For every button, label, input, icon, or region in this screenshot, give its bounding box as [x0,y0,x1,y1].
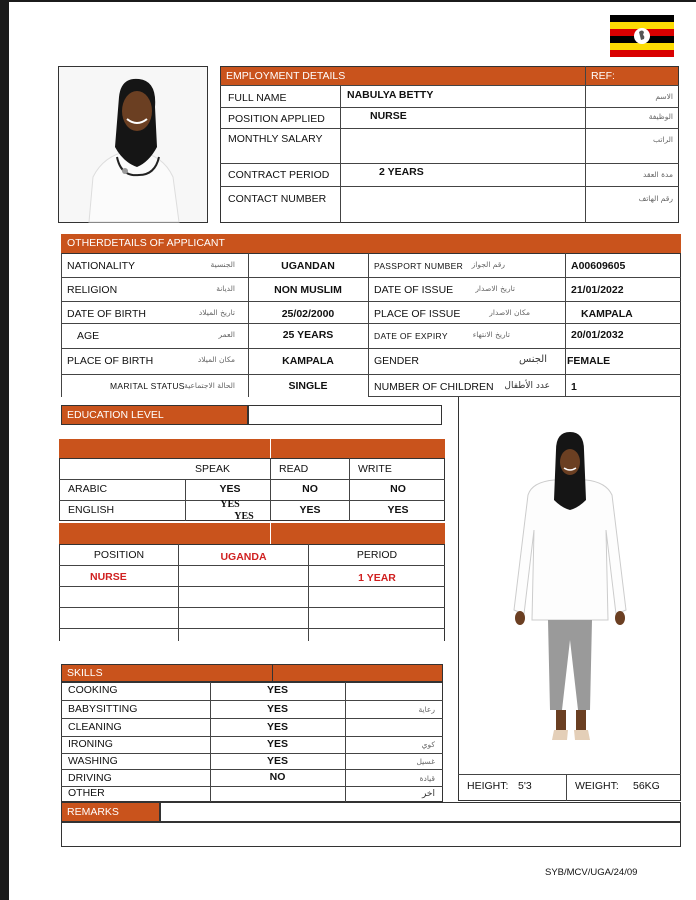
date-of-expiry-value: 20/01/2032 [571,328,624,341]
skill-cleaning-value: YES [266,721,288,734]
position-applied-value: NURSE [370,109,407,122]
dob-label: DATE OF BIRTH [67,307,146,320]
skill-babysitting-label: BABYSITTING [68,703,138,716]
skill-other-ar: اخر [421,789,435,799]
other-details-header: OTHERDETAILS OF APPLICANT [61,234,369,253]
marital-status-ar: الحالة الاجتماعية [184,381,235,391]
passport-number-value: A00609605 [571,259,626,272]
date-of-issue-value: 21/01/2022 [571,283,624,296]
english-speak-value: YES [220,499,240,510]
remarks-label: REMARKS [61,802,160,822]
remarks-value-field [61,822,681,847]
ar-position-label: الوظيفة [648,112,673,122]
place-of-birth-ar: مكان الميلاد [197,355,235,365]
read-header: READ [279,462,309,475]
skill-cooking-label: COOKING [68,684,118,697]
religion-value: NON MUSLIM [274,283,342,296]
full-body-photo [470,410,670,770]
skill-washing-value: YES [266,755,288,768]
full-name-label: FULL NAME [228,91,287,104]
languages-header-left [59,439,270,458]
dob-value: 25/02/2000 [281,307,335,320]
ar-contract-label: مدة العقد [643,170,673,180]
remarks-header-field [160,802,681,822]
passport-number-ar: رقم الجواز [471,260,505,270]
skill-ironing-value: YES [266,738,288,751]
nationality-label: NATIONALITY [67,259,136,272]
education-level-value [248,405,442,425]
skill-ironing-ar: كوي [421,739,435,749]
nationality-ar: الجنسية [210,260,235,270]
marital-status-label: MARITAL STATUS [110,380,185,391]
skills-header-right [272,664,443,682]
uganda-flag-icon [610,15,674,57]
gender-ar: الجنس [518,354,547,365]
date-of-issue-ar: تاريخ الاصدار [475,284,515,294]
skill-driving-label: DRIVING [68,772,112,785]
gender-value: FEMALE [567,354,611,367]
arabic-write-value: NO [390,482,406,495]
contract-period-label: CONTRACT PERIOD [228,168,330,181]
languages-header-right [271,439,445,458]
ar-name-label: الاسم [655,92,673,102]
monthly-salary-label: MONTHLY SALARY [228,132,323,145]
height-value: 5'3 [518,779,532,792]
english-write-value: YES [387,503,409,516]
arabic-read-value: NO [302,482,318,495]
date-of-expiry-label: DATE OF EXPIRY [374,330,448,341]
skill-ironing-label: IRONING [68,738,113,751]
skill-washing-label: WASHING [68,755,118,768]
write-header: WRITE [358,462,392,475]
english-read-value: YES [299,503,321,516]
education-level-label: EDUCATION LEVEL [61,405,248,425]
language-arabic-label: ARABIC [68,482,108,495]
number-of-children-label: NUMBER OF CHILDREN [374,380,494,393]
weight-label: WEIGHT: [575,779,619,792]
place-of-birth-label: PLACE OF BIRTH [67,354,154,367]
age-ar: العمر [218,330,235,340]
ar-salary-label: الراتب [652,135,673,145]
other-details-header-right [368,234,681,253]
nationality-value: UGANDAN [281,259,335,272]
marital-status-value: SINGLE [288,379,328,392]
experience-period-header: PERIOD [356,548,398,561]
experience-header-left [59,523,270,544]
skill-cooking-value: YES [266,684,288,697]
left-frame-edge [0,0,9,900]
skill-babysitting-ar: رعاية [418,704,435,714]
contact-number-label: CONTACT NUMBER [228,192,327,205]
religion-ar: الديانة [216,284,235,294]
height-label: HEIGHT: [467,779,509,792]
experience-country-header: UGANDA [220,550,267,563]
experience-header-right [271,523,445,544]
employment-details-header: EMPLOYMENT DETAILS [221,67,585,85]
language-english-label: ENGLISH [68,503,115,516]
top-frame-edge [0,0,696,2]
english-speak-value-overlap: YES [234,511,254,522]
date-of-expiry-ar: تاريخ الانتهاء [472,330,510,340]
religion-label: RELIGION [67,283,118,296]
date-of-issue-label: DATE OF ISSUE [374,283,454,296]
place-of-issue-value: KAMPALA [581,307,633,320]
age-label: AGE [77,329,100,342]
ref-label: REF: [586,67,678,85]
experience-position-value: NURSE [90,570,127,583]
passport-number-label: PASSPORT NUMBER [374,260,464,271]
full-name-value: NABULYA BETTY [347,88,434,101]
place-of-issue-label: PLACE OF ISSUE [374,307,461,320]
contract-period-value: 2 YEARS [379,165,424,178]
skills-header: SKILLS [61,664,273,682]
skill-driving-value: NO [269,771,286,784]
experience-period-value: 1 YEAR [358,571,396,584]
experience-position-header: POSITION [93,548,145,561]
position-applied-label: POSITION APPLIED [228,112,325,125]
age-value: 25 YEARS [282,328,334,341]
other-details-table [61,253,681,397]
skill-driving-ar: قيادة [419,773,435,783]
dob-ar: تاريخ الميلاد [198,308,235,318]
number-of-children-value: 1 [571,380,577,393]
skill-cleaning-label: CLEANING [68,721,122,734]
speak-header: SPEAK [195,462,231,475]
ar-contact-label: رقم الهاتف [638,194,673,204]
skill-other-label: OTHER [68,787,105,800]
skill-babysitting-value: YES [266,703,288,716]
footer-code: SYB/MCV/UGA/24/09 [545,867,638,879]
place-of-birth-value: KAMPALA [282,354,334,367]
number-of-children-ar: عدد الأطفال [504,380,550,391]
headshot-photo [58,66,208,223]
weight-value: 56KG [633,779,660,792]
skill-washing-ar: غسيل [416,756,435,766]
arabic-speak-value: YES [219,482,241,495]
place-of-issue-ar: مكان الاصدار [489,308,530,318]
gender-label: GENDER [374,354,419,367]
